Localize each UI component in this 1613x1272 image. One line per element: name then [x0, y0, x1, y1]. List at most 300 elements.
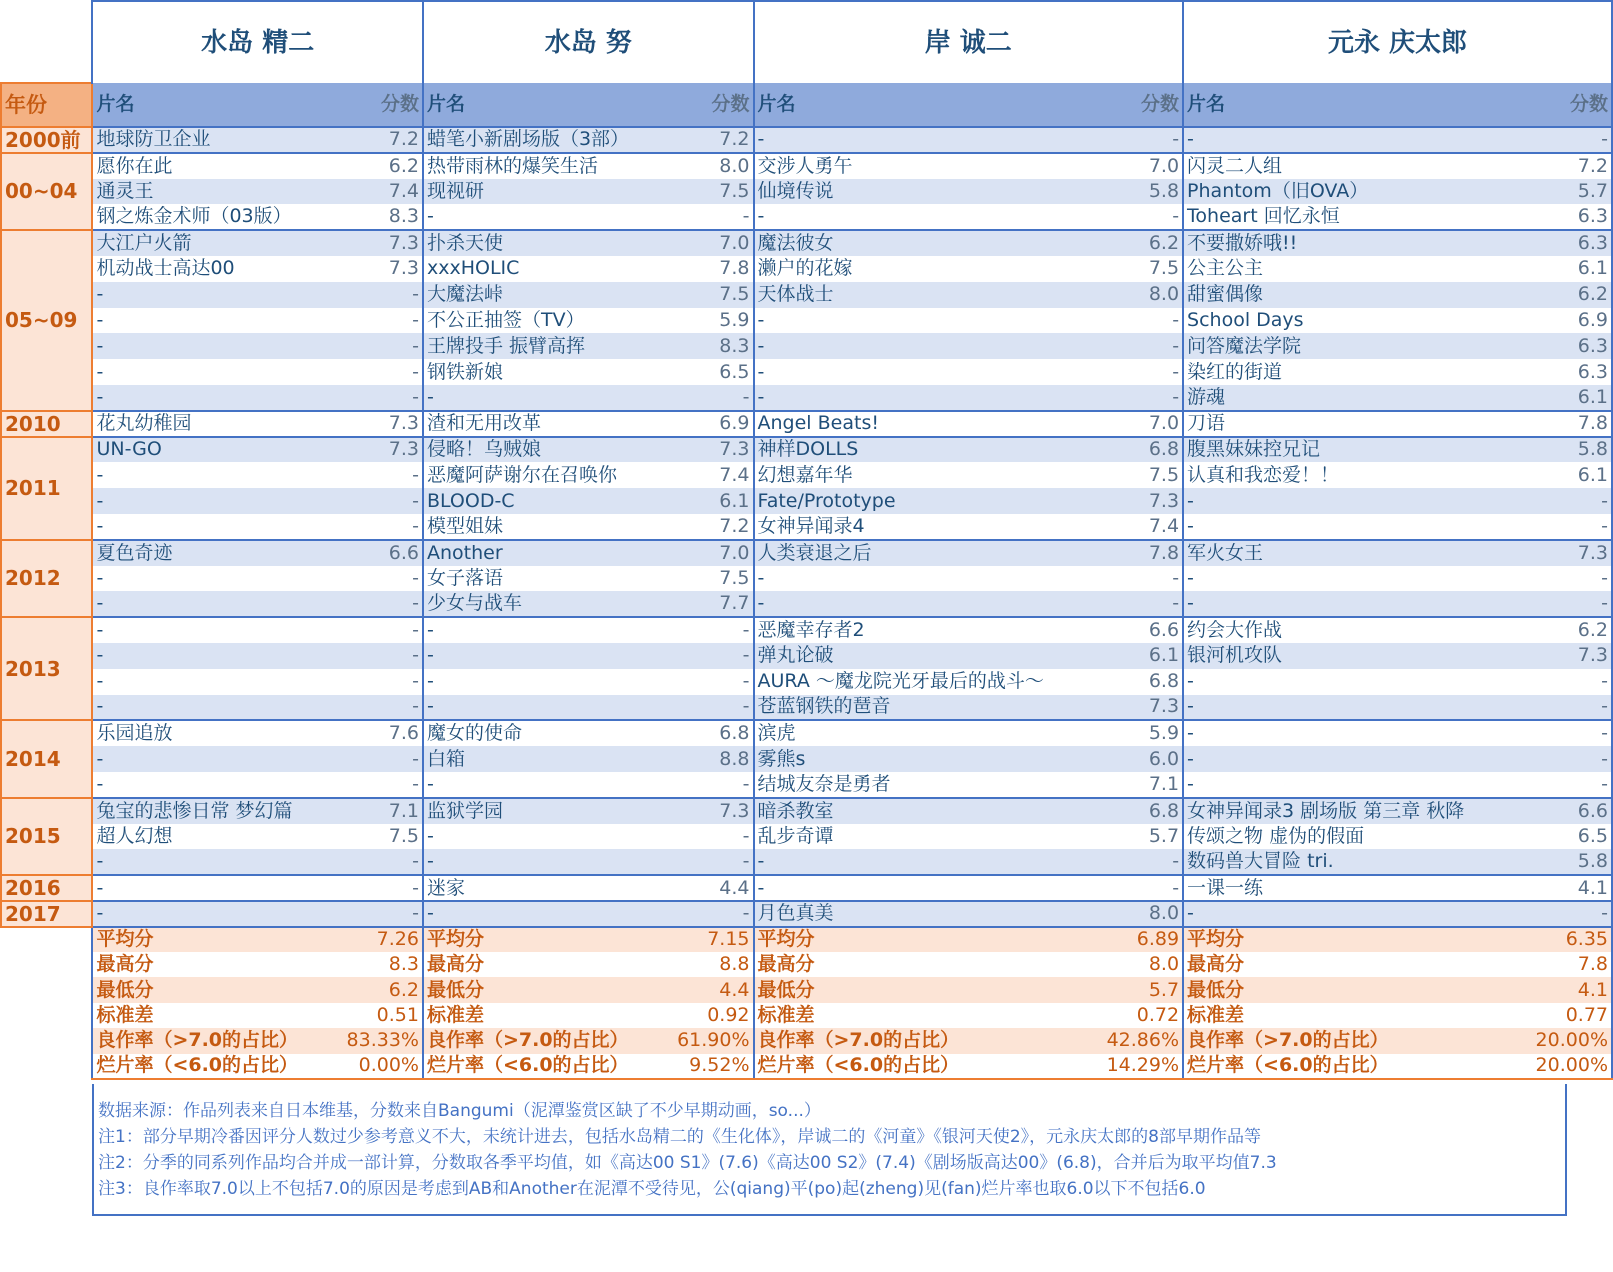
anime-title: - — [754, 591, 1104, 617]
anime-title: - — [1183, 901, 1532, 927]
anime-title: 交涉人勇午 — [754, 153, 1104, 179]
anime-score: - — [1104, 204, 1183, 230]
stats-value: 0.00% — [344, 1054, 423, 1079]
anime-title: - — [754, 359, 1104, 385]
anime-title: - — [423, 617, 674, 643]
stats-label: 最高分 — [92, 952, 343, 977]
anime-score: - — [674, 669, 753, 695]
anime-score: 6.9 — [674, 411, 753, 437]
stats-label: 良作率（>7.0的占比） — [423, 1028, 674, 1053]
anime-title: - — [423, 669, 674, 695]
anime-score: 8.0 — [1104, 901, 1183, 927]
stats-label: 平均分 — [423, 927, 674, 952]
stats-label: 标准差 — [92, 1003, 343, 1028]
anime-title: 花丸幼稚园 — [92, 411, 343, 437]
anime-title: 闪灵二人组 — [1183, 153, 1532, 179]
stats-value: 0.92 — [674, 1003, 753, 1028]
anime-score: - — [1104, 385, 1183, 411]
director-name: 元永 庆太郎 — [1183, 1, 1612, 83]
anime-score: 5.7 — [1104, 824, 1183, 850]
anime-title: 甜蜜偶像 — [1183, 282, 1532, 308]
anime-score: 7.1 — [344, 798, 423, 824]
anime-title: 问答魔法学院 — [1183, 333, 1532, 359]
stats-row — [1, 1003, 1612, 1028]
stats-value: 6.2 — [344, 977, 423, 1002]
anime-title: 天体战士 — [754, 282, 1104, 308]
table-row — [1, 875, 1612, 901]
anime-score: - — [1104, 333, 1183, 359]
stats-spacer — [1, 927, 92, 952]
table-row — [1, 359, 1612, 385]
anime-score: 6.6 — [344, 540, 423, 566]
stats-value: 7.26 — [344, 927, 423, 952]
anime-title: 恶魔阿萨谢尔在召唤你 — [423, 462, 674, 488]
anime-score: 7.3 — [344, 411, 423, 437]
anime-title: 监狱学园 — [423, 798, 674, 824]
table-row — [1, 695, 1612, 721]
anime-title: 军火女王 — [1183, 540, 1532, 566]
table-row — [1, 437, 1612, 463]
anime-score: 6.8 — [674, 720, 753, 746]
anime-title: - — [92, 462, 343, 488]
anime-title: - — [92, 669, 343, 695]
anime-title: - — [754, 127, 1104, 153]
anime-score: - — [344, 875, 423, 901]
table-row — [1, 540, 1612, 566]
stats-value: 42.86% — [1104, 1028, 1183, 1053]
anime-score: 4.4 — [674, 875, 753, 901]
anime-title: - — [423, 695, 674, 721]
stats-value: 4.4 — [674, 977, 753, 1002]
table-row — [1, 617, 1612, 643]
note-2: 注2：分季的同系列作品均合并成一部计算，分数取各季平均值，如《高达00 S1》(7.6)《高达00 S2》(7.4)《剧场版高达00》(6.8)，合并后为取平均值7.3 — [98, 1153, 1277, 1173]
anime-title: 一课一练 — [1183, 875, 1532, 901]
table-row — [1, 591, 1612, 617]
stats-label: 最低分 — [754, 977, 1104, 1002]
stats-row — [1, 977, 1612, 1002]
anime-title: - — [754, 566, 1104, 592]
anime-score: 7.4 — [344, 179, 423, 205]
table-row — [1, 798, 1612, 824]
stats-value: 9.52% — [674, 1054, 753, 1079]
anime-score: - — [344, 308, 423, 334]
stats-label: 标准差 — [754, 1003, 1104, 1028]
director-row — [1, 1, 1612, 83]
stats-spacer — [1, 952, 92, 977]
anime-score: - — [674, 385, 753, 411]
stats-label: 烂片率（<6.0的占比） — [754, 1054, 1104, 1079]
anime-score: - — [1104, 566, 1183, 592]
anime-title: - — [92, 849, 343, 875]
anime-title: Angel Beats! — [754, 411, 1104, 437]
anime-score: 7.5 — [674, 282, 753, 308]
anime-score: 6.5 — [1533, 824, 1612, 850]
anime-score: - — [344, 772, 423, 798]
anime-score: 6.1 — [1533, 462, 1612, 488]
stats-label: 良作率（>7.0的占比） — [1183, 1028, 1532, 1053]
stats-label: 平均分 — [1183, 927, 1532, 952]
director-name: 水岛 精二 — [92, 1, 423, 83]
table-row — [1, 901, 1612, 927]
year-cell: 2015 — [1, 798, 92, 875]
anime-title: - — [423, 772, 674, 798]
anime-title: 幻想嘉年华 — [754, 462, 1104, 488]
anime-title: - — [1183, 127, 1532, 153]
anime-title: - — [92, 514, 343, 540]
anime-score: 7.3 — [1104, 488, 1183, 514]
anime-score: - — [344, 488, 423, 514]
anime-score: 6.6 — [1104, 617, 1183, 643]
stats-value: 5.7 — [1104, 977, 1183, 1002]
year-cell: 2016 — [1, 875, 92, 901]
anime-score: 6.1 — [1104, 643, 1183, 669]
anime-title: - — [754, 849, 1104, 875]
anime-score: 7.8 — [1104, 540, 1183, 566]
anime-title: 人类衰退之后 — [754, 540, 1104, 566]
anime-score: - — [1533, 720, 1612, 746]
anime-score: 7.0 — [674, 230, 753, 256]
anime-title: - — [1183, 488, 1532, 514]
anime-score: - — [344, 333, 423, 359]
stats-label: 标准差 — [423, 1003, 674, 1028]
anime-title: - — [754, 308, 1104, 334]
anime-title: - — [423, 204, 674, 230]
stats-value: 7.8 — [1533, 952, 1612, 977]
anime-score: - — [674, 695, 753, 721]
note-3: 注3：良作率取7.0以上不包括7.0的原因是考虑到AB和Another在泥潭不受待见，公(qiang)平(po)起(zheng)见(fan)烂片率也取6.0以下不包括6.0 — [98, 1179, 1206, 1199]
stats-label: 最低分 — [423, 977, 674, 1002]
stats-label: 烂片率（<6.0的占比） — [92, 1054, 343, 1079]
anime-title: 大江户火箭 — [92, 230, 343, 256]
anime-title: - — [1183, 669, 1532, 695]
stats-value: 20.00% — [1533, 1054, 1612, 1079]
anime-score: 7.3 — [674, 437, 753, 463]
score-header: 分数 — [1104, 83, 1183, 127]
anime-score: - — [1533, 772, 1612, 798]
stats-row — [1, 1028, 1612, 1053]
table-row — [1, 720, 1612, 746]
anime-score: 7.3 — [674, 798, 753, 824]
anime-score: - — [1533, 488, 1612, 514]
anime-score: 6.3 — [1533, 359, 1612, 385]
table-row — [1, 230, 1612, 256]
anime-score: - — [674, 849, 753, 875]
anime-score: 6.6 — [1533, 798, 1612, 824]
anime-score: 6.1 — [674, 488, 753, 514]
stats-label: 最高分 — [423, 952, 674, 977]
table-row — [1, 669, 1612, 695]
stats-row — [1, 1054, 1612, 1079]
stats-label: 良作率（>7.0的占比） — [754, 1028, 1104, 1053]
stats-label: 最高分 — [1183, 952, 1532, 977]
anime-title: AURA ～魔龙院光牙最后的战斗～ — [754, 669, 1104, 695]
anime-title: 超人幻想 — [92, 824, 343, 850]
anime-score: 8.8 — [674, 746, 753, 772]
anime-title: 认真和我恋爱！！ — [1183, 462, 1532, 488]
anime-title: 魔法彼女 — [754, 230, 1104, 256]
anime-score: - — [344, 566, 423, 592]
table-row — [1, 566, 1612, 592]
stats-label: 平均分 — [92, 927, 343, 952]
year-cell: 00~04 — [1, 153, 92, 230]
anime-score: - — [674, 643, 753, 669]
anime-score: - — [1533, 669, 1612, 695]
anime-score: 6.3 — [1533, 204, 1612, 230]
anime-score: - — [1533, 514, 1612, 540]
anime-title: 恶魔幸存者2 — [754, 617, 1104, 643]
anime-score: - — [1104, 849, 1183, 875]
anime-score: - — [344, 617, 423, 643]
anime-score: 6.2 — [1533, 617, 1612, 643]
stats-value: 4.1 — [1533, 977, 1612, 1002]
anime-title: UN-GO — [92, 437, 343, 463]
anime-title: 魔女的使命 — [423, 720, 674, 746]
anime-title: 公主公主 — [1183, 256, 1532, 282]
anime-title: 现视研 — [423, 179, 674, 205]
anime-score: 8.3 — [344, 204, 423, 230]
anime-title: - — [423, 824, 674, 850]
anime-score: - — [344, 901, 423, 927]
anime-title: - — [1183, 514, 1532, 540]
anime-score: 7.5 — [674, 566, 753, 592]
anime-title: - — [754, 875, 1104, 901]
anime-score: - — [1533, 695, 1612, 721]
stats-label: 良作率（>7.0的占比） — [92, 1028, 343, 1053]
stats-value: 83.33% — [344, 1028, 423, 1053]
anime-score: 5.7 — [1533, 179, 1612, 205]
table-row — [1, 514, 1612, 540]
anime-score: 7.0 — [1104, 411, 1183, 437]
anime-title: 结城友奈是勇者 — [754, 772, 1104, 798]
stats-label: 平均分 — [754, 927, 1104, 952]
stats-spacer — [1, 1028, 92, 1053]
anime-title: 腹黑妹妹控兄记 — [1183, 437, 1532, 463]
director-name: 水岛 努 — [423, 1, 754, 83]
anime-title: School Days — [1183, 308, 1532, 334]
table-row — [1, 333, 1612, 359]
anime-score: 6.2 — [1533, 282, 1612, 308]
anime-title: BLOOD-C — [423, 488, 674, 514]
anime-title: 扑杀天使 — [423, 230, 674, 256]
table-row — [1, 411, 1612, 437]
title-header: 片名 — [1183, 83, 1532, 127]
anime-title: 染红的街道 — [1183, 359, 1532, 385]
anime-score: 7.5 — [1104, 256, 1183, 282]
anime-score: - — [1533, 901, 1612, 927]
anime-title: 模型姐妹 — [423, 514, 674, 540]
anime-title: - — [423, 385, 674, 411]
anime-title: Fate/Prototype — [754, 488, 1104, 514]
table-row — [1, 772, 1612, 798]
year-cell: 2013 — [1, 617, 92, 720]
anime-title: 暗杀教室 — [754, 798, 1104, 824]
anime-score: 8.0 — [674, 153, 753, 179]
anime-score: 7.2 — [1533, 153, 1612, 179]
table-row — [1, 282, 1612, 308]
score-header: 分数 — [344, 83, 423, 127]
stats-label: 烂片率（<6.0的占比） — [423, 1054, 674, 1079]
anime-score: 6.1 — [1533, 385, 1612, 411]
stats-value: 6.89 — [1104, 927, 1183, 952]
stats-spacer — [1, 1054, 92, 1079]
table-row — [1, 824, 1612, 850]
anime-title: 钢铁新娘 — [423, 359, 674, 385]
anime-score: 5.9 — [674, 308, 753, 334]
year-cell: 2017 — [1, 901, 92, 927]
anime-title: 数码兽大冒险 tri. — [1183, 849, 1532, 875]
year-cell: 05~09 — [1, 230, 92, 411]
anime-score: - — [1533, 591, 1612, 617]
score-header: 分数 — [1533, 83, 1612, 127]
anime-title: 月色真美 — [754, 901, 1104, 927]
anime-title: 雾熊s — [754, 746, 1104, 772]
anime-title: 银河机攻队 — [1183, 643, 1532, 669]
anime-score: 7.4 — [1104, 514, 1183, 540]
anime-title: xxxHOLIC — [423, 256, 674, 282]
table-row — [1, 308, 1612, 334]
anime-score: - — [1104, 875, 1183, 901]
anime-score: - — [1533, 127, 1612, 153]
anime-title: - — [92, 875, 343, 901]
anime-title: 约会大作战 — [1183, 617, 1532, 643]
notes-section — [92, 1084, 1567, 1216]
anime-title: 夏色奇迹 — [92, 540, 343, 566]
anime-title: 游魂 — [1183, 385, 1532, 411]
anime-title: 热带雨林的爆笑生活 — [423, 153, 674, 179]
anime-title: 不要撒娇哦!! — [1183, 230, 1532, 256]
year-cell: 2012 — [1, 540, 92, 617]
anime-score: 7.5 — [1104, 462, 1183, 488]
anime-score: 7.3 — [1533, 643, 1612, 669]
anime-score: 6.5 — [674, 359, 753, 385]
anime-title: - — [92, 359, 343, 385]
anime-title: 兔宝的悲惨日常 梦幻篇 — [92, 798, 343, 824]
table-row — [1, 179, 1612, 205]
anime-score: 7.4 — [674, 462, 753, 488]
anime-score: 7.1 — [1104, 772, 1183, 798]
anime-title: 愿你在此 — [92, 153, 343, 179]
anime-score: - — [1104, 308, 1183, 334]
anime-title: 通灵王 — [92, 179, 343, 205]
anime-title: 蜡笔小新剧场版（3部） — [423, 127, 674, 153]
stats-value: 0.72 — [1104, 1003, 1183, 1028]
anime-score: 5.8 — [1533, 437, 1612, 463]
anime-score: 6.0 — [1104, 746, 1183, 772]
anime-score: 7.3 — [344, 437, 423, 463]
anime-title: - — [423, 643, 674, 669]
anime-score: 7.3 — [344, 256, 423, 282]
note-source: 数据来源：作品列表来自日本维基，分数来自Bangumi（泥潭鉴赏区缺了不少早期动画，so...） — [98, 1101, 821, 1121]
anime-title: - — [1183, 591, 1532, 617]
anime-title: 不公正抽签（TV） — [423, 308, 674, 334]
anime-score: - — [344, 359, 423, 385]
anime-title: 迷家 — [423, 875, 674, 901]
stats-spacer — [1, 1003, 92, 1028]
anime-title: 机动战士高达00 — [92, 256, 343, 282]
anime-title: - — [92, 617, 343, 643]
corner-cell — [1, 1, 92, 83]
anime-title: - — [1183, 772, 1532, 798]
anime-score: 7.2 — [344, 127, 423, 153]
year-cell: 2000前 — [1, 127, 92, 153]
anime-score: 6.8 — [1104, 669, 1183, 695]
anime-score: - — [1104, 591, 1183, 617]
anime-score: - — [344, 669, 423, 695]
stats-value: 14.29% — [1104, 1054, 1183, 1079]
anime-score: 5.8 — [1533, 849, 1612, 875]
table-row — [1, 643, 1612, 669]
year-cell: 2010 — [1, 411, 92, 437]
anime-title: - — [92, 308, 343, 334]
table-row — [1, 256, 1612, 282]
anime-score: - — [1533, 746, 1612, 772]
anime-score: - — [1533, 566, 1612, 592]
anime-title: - — [92, 695, 343, 721]
anime-score: 4.1 — [1533, 875, 1612, 901]
anime-title: Phantom（旧OVA） — [1183, 179, 1532, 205]
anime-title: - — [754, 333, 1104, 359]
anime-score: 6.3 — [1533, 230, 1612, 256]
stats-label: 最低分 — [1183, 977, 1532, 1002]
anime-score: 6.1 — [1533, 256, 1612, 282]
anime-title: - — [92, 591, 343, 617]
anime-title: 大魔法峠 — [423, 282, 674, 308]
anime-title: - — [92, 566, 343, 592]
anime-score: 6.8 — [1104, 437, 1183, 463]
anime-score: - — [344, 385, 423, 411]
anime-score: 7.3 — [1533, 540, 1612, 566]
anime-score: 6.9 — [1533, 308, 1612, 334]
anime-score: - — [674, 772, 753, 798]
anime-title: - — [92, 901, 343, 927]
anime-title: - — [92, 772, 343, 798]
anime-title: - — [92, 333, 343, 359]
stats-label: 标准差 — [1183, 1003, 1532, 1028]
table-row — [1, 385, 1612, 411]
anime-score: - — [344, 282, 423, 308]
anime-score: - — [344, 514, 423, 540]
anime-title: 钢之炼金术师（03版） — [92, 204, 343, 230]
anime-score: - — [674, 617, 753, 643]
anime-score: 6.2 — [344, 153, 423, 179]
title-header: 片名 — [754, 83, 1104, 127]
anime-title: - — [1183, 746, 1532, 772]
anime-score: - — [1104, 127, 1183, 153]
anime-title: - — [754, 204, 1104, 230]
table-row — [1, 462, 1612, 488]
table-row — [1, 204, 1612, 230]
anime-title: - — [423, 849, 674, 875]
anime-title: 乐园追放 — [92, 720, 343, 746]
stats-row — [1, 927, 1612, 952]
anime-title: 白箱 — [423, 746, 674, 772]
anime-title: - — [92, 385, 343, 411]
anime-score: 7.0 — [674, 540, 753, 566]
anime-title: 地球防卫企业 — [92, 127, 343, 153]
table-row — [1, 153, 1612, 179]
anime-title: 仙境传说 — [754, 179, 1104, 205]
year-cell: 2011 — [1, 437, 92, 540]
title-header: 片名 — [423, 83, 674, 127]
anime-title: - — [1183, 566, 1532, 592]
anime-score: 6.3 — [1533, 333, 1612, 359]
anime-title: 少女与战车 — [423, 591, 674, 617]
anime-score: - — [674, 824, 753, 850]
anime-title: - — [423, 901, 674, 927]
anime-title: 神样DOLLS — [754, 437, 1104, 463]
anime-score: 5.8 — [1104, 179, 1183, 205]
anime-title: - — [754, 385, 1104, 411]
